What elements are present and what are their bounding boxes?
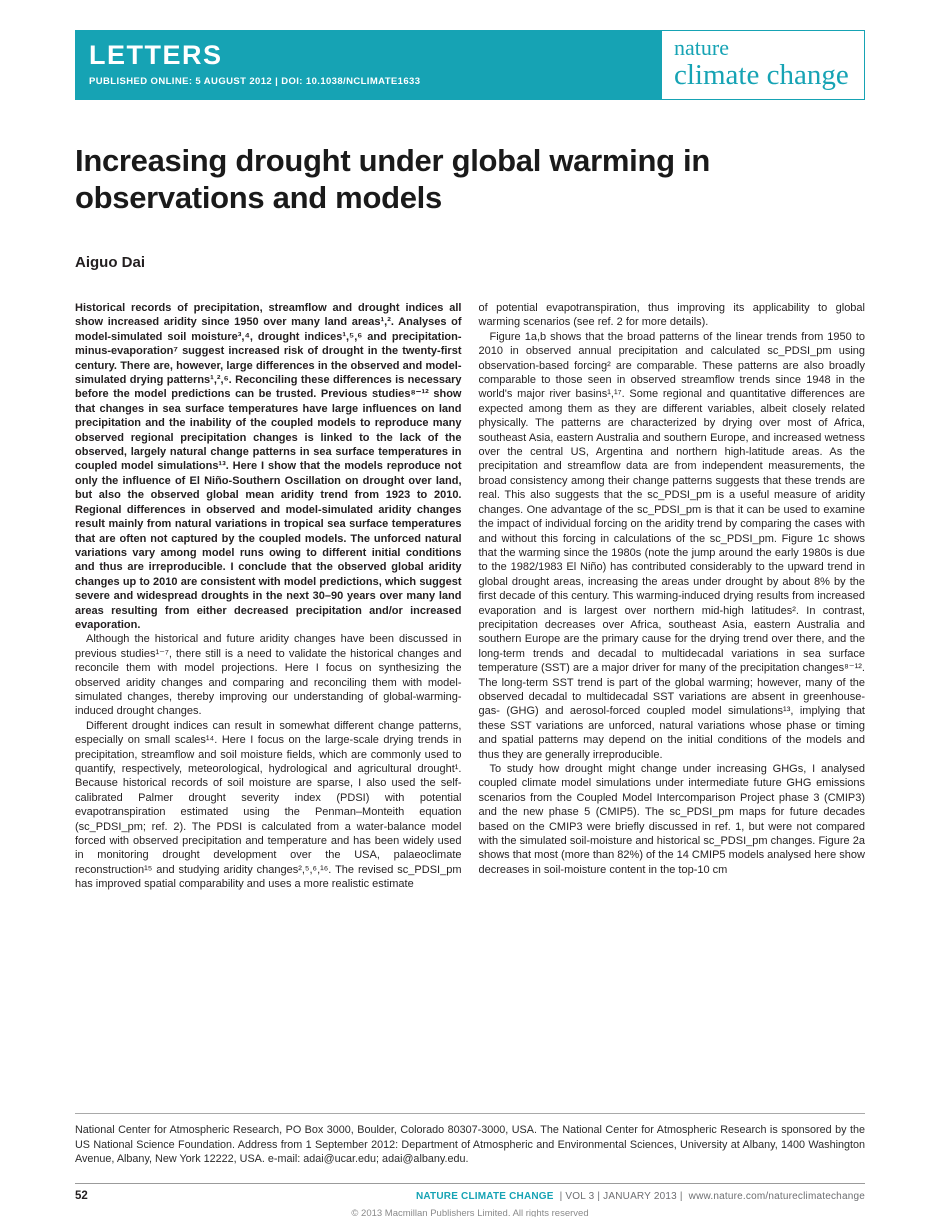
footer-issue-info: | VOL 3 | JANUARY 2013 | [559, 1190, 683, 1202]
footer-website-link[interactable]: www.nature.com/natureclimatechange [688, 1190, 865, 1202]
article-title: Increasing drought under global warming in observations and models [75, 143, 710, 215]
footer-journal-name: NATURE CLIMATE CHANGE [415, 1190, 554, 1202]
journal-logo-climate-change: climate change [674, 59, 849, 91]
body-paragraph: Although the historical and future aridity changes have been discussed in previous studies¹⁻⁷, there still is a need to validate the historical changes and reconcile them with model projections. Here I focus on synthesizing the observed aridity changes and comparing and reconciling them with model-simulated changes, thereby improving our understanding of global-warming-induced drought changes. [75, 633, 462, 718]
article-body [75, 301, 865, 1073]
published-online-doi: PUBLISHED ONLINE: 5 AUGUST 2012 | DOI: 10.1038/NCLIMATE1633 [89, 76, 421, 87]
banner-left-block [75, 30, 420, 100]
footer-journal-line [416, 1191, 865, 1202]
right-column [479, 301, 866, 1073]
journal-banner [75, 30, 865, 100]
abstract: Historical records of precipitation, streamflow and drought indices all show increased aridity since 1950 over many land areas¹,². Analyses of model-simulated soil moisture³,⁴, drought indices¹,⁵,⁶ and precipitation-minus-evaporation⁷ suggest increased risk of drought in the twenty-first century. There are, however, large differences in the observed and model-simulated drying patterns¹,²,⁶. Reconciling these differences is necessary before the model predictions can be trusted. Previous studies⁸⁻¹² show that changes in sea surface temperatures have large influences on land precipitation and the inability of the coupled models to reproduce many observed regional precipitation changes is linked to the lack of the observed, largely natural change patterns in sea surface temperatures in coupled model simulations¹³. Here I show that the models reproduce not only the influence of El Niño-Southern Oscillation on drought over land, but also the observed global mean aridity trend from 1923 to 2010. Regional differences in observed and model-simulated aridity changes result mainly from natural variations in tropical sea surface temperatures that are often not captured by the coupled models. The unforced natural variations vary among model runs owing to different initial conditions and thus are irreproducible. I conclude that the observed global aridity changes up to 2010 are consistent with model predictions, which suggest severe and widespread droughts in the next 30–90 years over many land areas resulting from either decreased precipitation and/or increased evaporation. [75, 302, 462, 631]
letters-section-label: LETTERS [89, 40, 223, 70]
copyright-notice: © 2013 Macmillan Publishers Limited. All rights reserved [351, 1207, 589, 1217]
body-paragraph: To study how drought might change under increasing GHGs, I analysed coupled climate model simulations under intermediate future GHG emissions scenarios from the Coupled Model Intercomparison Project phase 3 (CMIP3) and the new phase 5 (CMIP5). The sc_PDSI_pm maps for future decades based on the CMIP3 were briefly discussed in ref. 1, but were not compared with the simulated soil-moisture and historical sc_PDSI_pm changes. Figure 2a shows that most (more than 82%) of the 14 CMIP5 models analysed here show decreases in soil-moisture content in the top-10 cm [478, 763, 865, 876]
footer-bar [75, 1183, 865, 1202]
left-column [75, 301, 462, 1073]
page-number: 52 [75, 1189, 88, 1202]
author-name: Aiguo Dai [75, 254, 145, 271]
body-paragraph: of potential evapotranspiration, thus improving its applicability to global warming scenarios (see ref. 2 for more details). [478, 302, 865, 329]
affiliation-footnote: National Center for Atmospheric Research, PO Box 3000, Boulder, Colorado 80307-3000, USA. The National Center for Atmospheric Research is sponsored by the US National Science Foundation. Address from 1 September 2012: Department of Atmospheric and Environmental Sciences, University at Albany, 1400 Washington Avenue, Albany, New York 12222, USA. e-mail: adai@ucar.edu; adai@albany.edu. [75, 1113, 865, 1167]
journal-logo-nature: nature [674, 35, 729, 60]
body-paragraph: Different drought indices can result in somewhat different change patterns, especially on small scales¹⁴. Here I focus on the large-scale drying trends in precipitation, streamflow and soil moisture fields, which are commonly used to quantify, respectively, meteorological, hydrological and agricultural drought¹. Because historical records of soil moisture are sparse, I also used the self-calibrated Palmer drought severity index (PDSI) with potential evapotranspiration estimated using the Penman–Monteith equation (sc_PDSI_pm; ref. 2). The PDSI is calculated from a water-balance model forced with observed precipitation and temperature and has been widely used in monitoring drought development over the USA, palaeoclimate reconstruction¹⁵ and studying aridity changes²,⁵,⁶,¹⁶. The revised sc_PDSI_pm has improved spatial comparability and uses a more realistic estimate [75, 719, 462, 891]
journal-logo [661, 30, 865, 100]
body-paragraph: Figure 1a,b shows that the broad patterns of the linear trends from 1950 to 2010 in observed annual precipitation and calculated sc_PDSI_pm using observation-based forcing² are comparable. These patterns are also broadly comparable to those seen in observed streamflow trends since 1948 in the world's major river basins¹,¹⁷. Some regional and quantitative differences are expected among them as they are different variables, albeit closely related physically. The patterns are characterized by drying over most of Africa, southeast Asia, eastern Australia and southern Europe, and increased wetness over the central US, Argentina and northern high-latitude areas. As the precipitation and streamflow data are from independent measurements, the broad consistency among their change patterns suggests that these trends are real. This also suggests that the sc_PDSI_pm is a useful measure of aridity changes. One advantage of the sc_PDSI_pm is that it can be used to examine the impact of individual forcing on the aridity trend by comparing the cases with and without this forcing in calculations of the sc_PDSI_pm. Figure 1c shows that the warming since the 1980s (note the jump around the early 1980s is due to the 1982/1983 El Niño) has contributed considerably to the upward trend in global drought areas, increasing the areas under drought by about 8% by the first decade of this century. This warming-induced drying results from increased evaporation and is largest over northern mid-high latitudes². In contrast, precipitation decreases over Africa, southeast Asia, eastern Australia and southern Europe are the primary cause for the drying trend over there, and the long-term trends and decadal to multidecadal variations in sea surface temperature (SST) are a major driver for many of the precipitation changes⁸⁻¹². The long-term SST trend is part of the global warming; however, many of the observed decadal to multidecadal SST variations are absent in greenhouse-gas- (GHG) and aerosol-forced coupled model simulations¹³, implying that these SST variations are unforced, natural variations whose phase or timing and spatial patterns may depend on the initial conditions of the models and thus they are generally irreproducible. [478, 330, 865, 761]
